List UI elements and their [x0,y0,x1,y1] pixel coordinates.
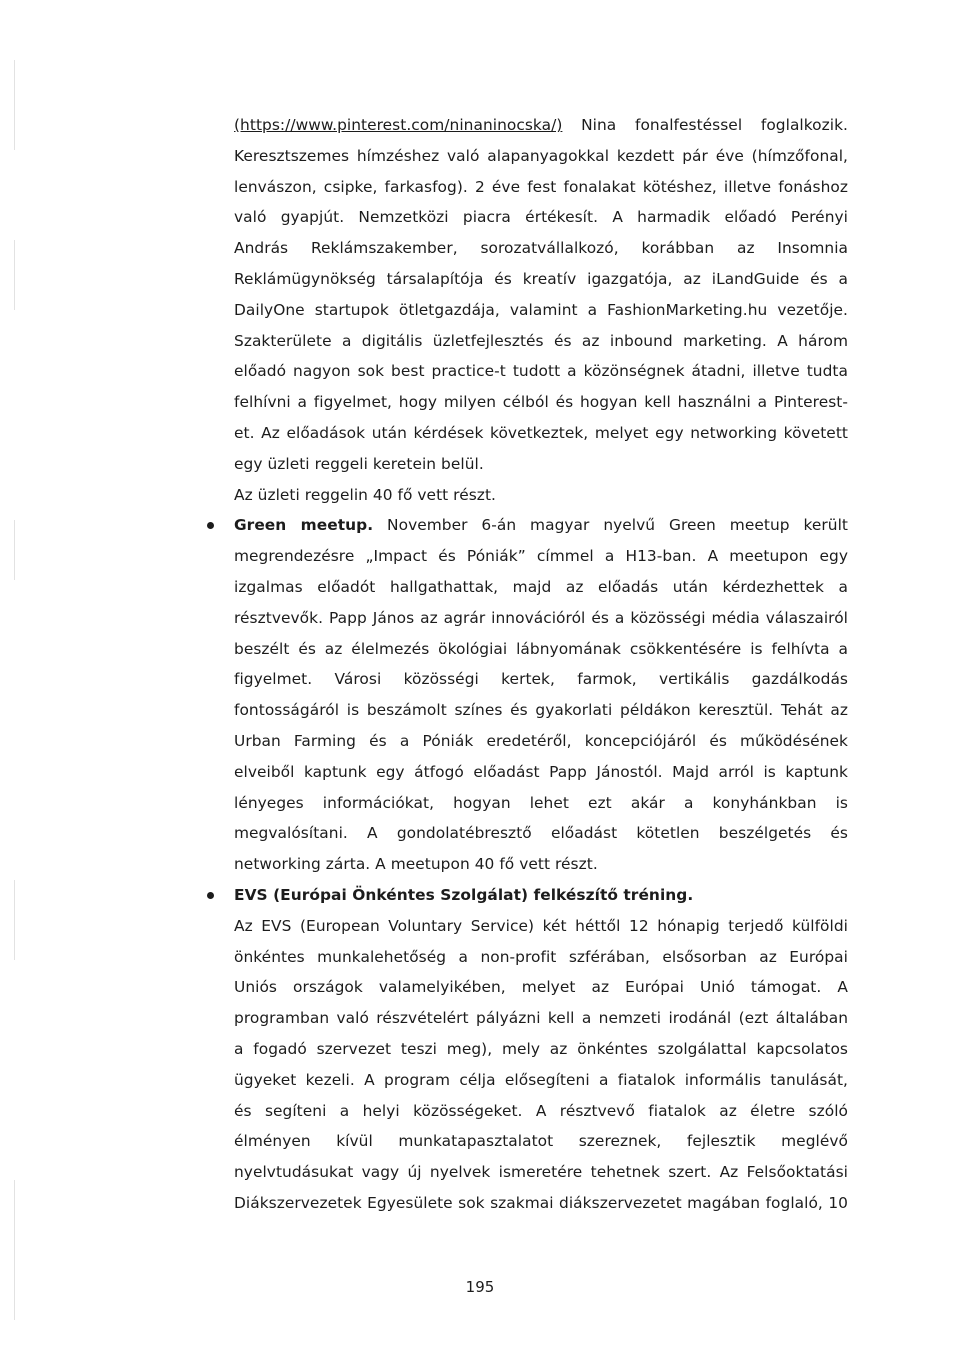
text-span: DailyOne startupok ötletgazdája, valamint a FashionMarketing.hu vezetője. [234,300,848,319]
text-span: megrendezésre „Impact és Póniák” címmel a H13-ban. A meetupon egy [234,547,848,566]
text-span: izgalmas előadót hallgathattak, majd az előadás után kérdezhettek a [234,577,848,596]
text-line [234,1096,848,1127]
text-span: Az EVS (European Voluntary Service) két héttől 12 hónapig terjedő külföldi [234,916,848,935]
text-line [234,202,848,233]
text-line [234,418,848,449]
text-line [234,264,848,295]
text-line [234,972,848,1003]
text-span: Szakterülete a digitális üzletfejlesztés és az inbound marketing. A három [234,331,848,350]
text-line [234,110,848,141]
text-line [234,1188,848,1219]
text-span: résztvevők. Papp János az agrár innovációról és a közösségi média válaszairól [234,608,848,627]
text-line [234,1065,848,1096]
text-line [234,1003,848,1034]
text-line [234,1126,848,1157]
text-line [234,849,848,880]
pinterest-link[interactable]: (https://www.pinterest.com/ninaninocska/) [234,116,563,134]
bullet-heading: Green meetup. [234,516,374,535]
text-span: Uniós országok valamelyikében, melyet az Európai Unió támogat. A [234,978,848,997]
text-span: és segíteni a helyi közösségeket. A résztvevő fiatalok az életre szóló [234,1101,848,1120]
text-line [234,233,848,264]
text-span: ügyeket kezeli. A program célja elősegíteni a fiatalok informális tanulását, [234,1070,848,1089]
body-text [234,110,848,1219]
text-span: networking zárta. A meetupon 40 fő vett részt. [234,855,598,874]
text-span: egy üzleti reggeli keretein belül. [234,454,484,473]
text-span: való gyapjút. Nemzetközi piacra értékesít. A harmadik előadó Perényi [234,208,848,227]
text-line [234,634,848,665]
bullet-heading: EVS (Európai Önkéntes Szolgálat) felkészítő tréning. [234,885,694,904]
bullet-icon [207,892,214,899]
text-span: lenvászon, csipke, farkasfog). 2 éve fest fonalakat kötéshez, illetve fonáshoz [234,177,848,196]
text-span: élményen kívül munkatapasztalatot szereznek, fejlesztik meglévő [234,1132,848,1151]
text-span: programban való részvételért pályázni kell a nemzeti irodánál (ezt általában [234,1009,848,1028]
text-span: a fogadó szervezet teszi meg), mely az önkéntes szolgálattal kapcsolatos [234,1039,848,1058]
text-line [234,695,848,726]
text-span: előadó nagyon sok best practice-t tudott a közönségnek átadni, illetve tudta [234,362,848,381]
text-line [234,326,848,357]
text-line [234,480,848,511]
text-span: Nina fonalfestéssel foglalkozik. [562,116,848,134]
text-span: Diákszervezetek Egyesülete sok szakmai diákszervezetet magában foglaló, 10 [234,1193,848,1212]
text-line [234,1034,848,1065]
text-line [234,541,848,572]
text-span: November 6-án magyar nyelvű Green meetup került [373,516,848,535]
text-span: Urban Farming és a Póniák eredetéről, koncepciójáról és működésének [234,731,848,750]
bullet-item-line [234,880,848,911]
bullet-item-line [234,510,848,541]
text-line [234,141,848,172]
text-span: fontosságáról is beszámolt színes és gyakorlati példákon keresztül. Tehát az [234,701,848,720]
text-span: Keresztszemes hímzéshez való alapanyagokkal kezdett pár éve (hímzőfonal, [234,146,848,165]
scan-artifact [14,880,25,960]
text-span: elveiből kaptunk egy átfogó előadást Papp Jánostól. Majd arról is kaptunk [234,762,848,781]
text-span: beszélt és az élelmezés ökológiai lábnyomának csökkentésére is felhívta a [234,639,848,658]
text-line [234,664,848,695]
scan-artifact [14,1180,25,1320]
text-span: nyelvtudásukat vagy új nyelvek ismeretére tehetnek szert. Az Felsőoktatási [234,1163,848,1182]
text-span: megvalósítani. A gondolatébresztő előadást kötetlen beszélgetés és [234,824,848,843]
text-line [234,726,848,757]
page-number: 195 [465,1278,495,1296]
text-span: Reklámügynökség társalapítója és kreatív igazgatója, az iLandGuide és a [234,269,848,288]
text-span: figyelmet. Városi közösségi kertek, farmok, vertikális gazdálkodás [234,670,848,689]
text-line [234,911,848,942]
bullet-icon [207,522,214,529]
text-span: et. Az előadások után kérdések következtek, melyet egy networking követett [234,423,848,442]
text-span: Az üzleti reggelin 40 fő vett részt. [234,485,496,504]
scan-artifact [14,520,25,580]
text-line [234,603,848,634]
scan-artifact [14,240,25,310]
text-line [234,449,848,480]
text-span: András Reklámszakember, sorozatvállalkozó, korábban az Insomnia [234,239,848,258]
text-span: önkéntes munkalehetőség a non-profit szférában, elsősorban az Európai [234,947,848,966]
text-line [234,356,848,387]
text-line [234,1157,848,1188]
text-line [234,788,848,819]
scan-artifact [14,60,25,150]
text-line [234,818,848,849]
text-line [234,387,848,418]
text-line [234,572,848,603]
text-line [234,172,848,203]
text-span: felhívni a figyelmet, hogy milyen célból és hogyan kell használni a Pinterest- [234,393,848,412]
text-line [234,942,848,973]
text-line [234,757,848,788]
text-line [234,295,848,326]
text-span: lényeges információkat, hogyan lehet ezt akár a konyhánkban is [234,793,848,812]
